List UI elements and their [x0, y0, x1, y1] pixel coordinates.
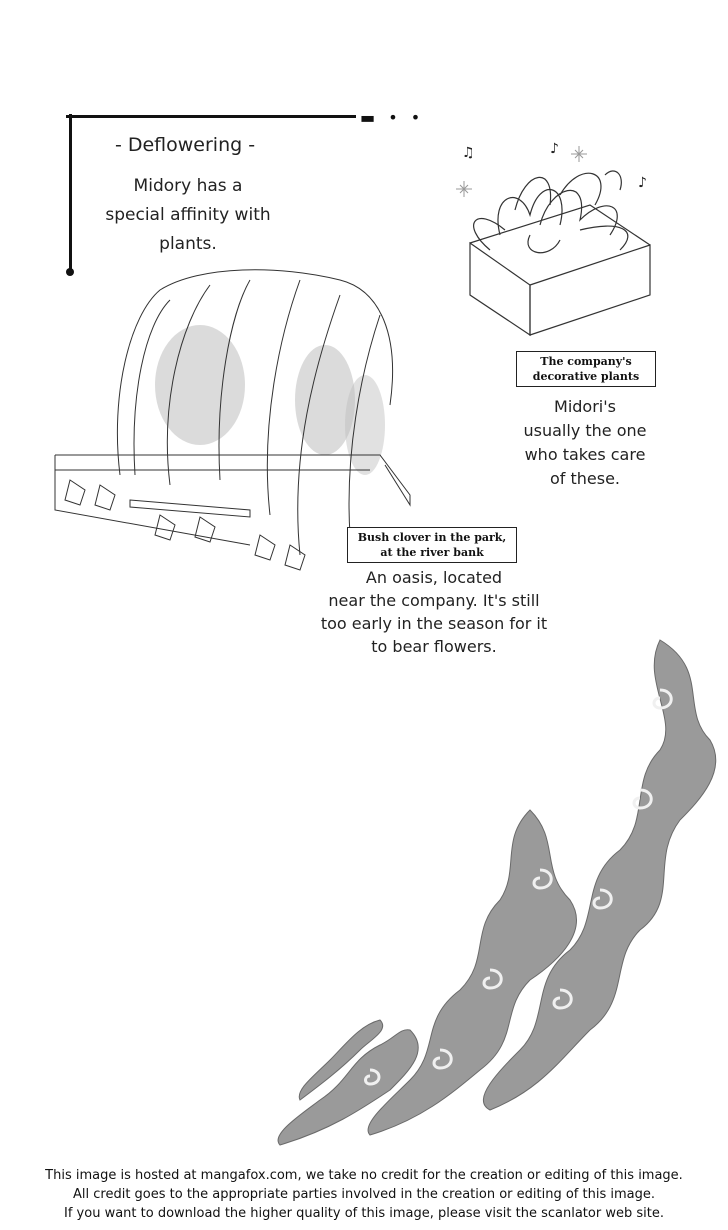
note-line: usually the one: [523, 421, 647, 440]
caption-line: decorative plants: [532, 370, 640, 383]
hosting-credit-notice: [0, 1166, 728, 1223]
intro-text: [88, 172, 288, 259]
music-note-icon: ♪: [550, 141, 559, 157]
caption-line: at the river bank: [380, 546, 484, 559]
swirl-cloud-pattern: [240, 630, 728, 1150]
credit-line: All credit goes to the appropriate parties involved in the creation or editing of this image.: [73, 1187, 655, 1202]
note-line: near the company. It's still: [328, 591, 540, 610]
flower-box-illustration: [430, 135, 670, 340]
intro-line: Midory has a: [133, 176, 243, 196]
credit-line: If you want to download the higher quality of this image, please visit the scanlator web site.: [64, 1206, 664, 1221]
music-note-icon: ♫: [462, 145, 475, 161]
frame-dots: ▬ • •: [360, 108, 425, 127]
intro-line: special affinity with: [105, 205, 271, 225]
note-line: An oasis, located: [365, 568, 503, 587]
note-line: of these.: [549, 469, 621, 488]
frame-line-horizontal: [66, 115, 356, 118]
music-note-icon: ♪: [638, 175, 647, 191]
caption-line: Bush clover in the park,: [357, 531, 507, 544]
caption-line: The company's: [540, 355, 632, 368]
note-line: too early in the season for it: [320, 614, 548, 633]
credit-line: This image is hosted at mangafox.com, we take no credit for the creation or editing of this image.: [45, 1168, 683, 1183]
page-title: - Deflowering -: [114, 134, 256, 156]
frame-line-vertical: [69, 114, 72, 274]
note-line: Midori's: [554, 397, 616, 416]
intro-line: plants.: [159, 234, 217, 254]
note-line: to bear flowers.: [371, 637, 497, 656]
caption-bush-clover: [347, 527, 517, 563]
note-line: who takes care: [524, 445, 646, 464]
caption-company-plants: [516, 351, 656, 387]
note-company-plants: [510, 395, 660, 491]
